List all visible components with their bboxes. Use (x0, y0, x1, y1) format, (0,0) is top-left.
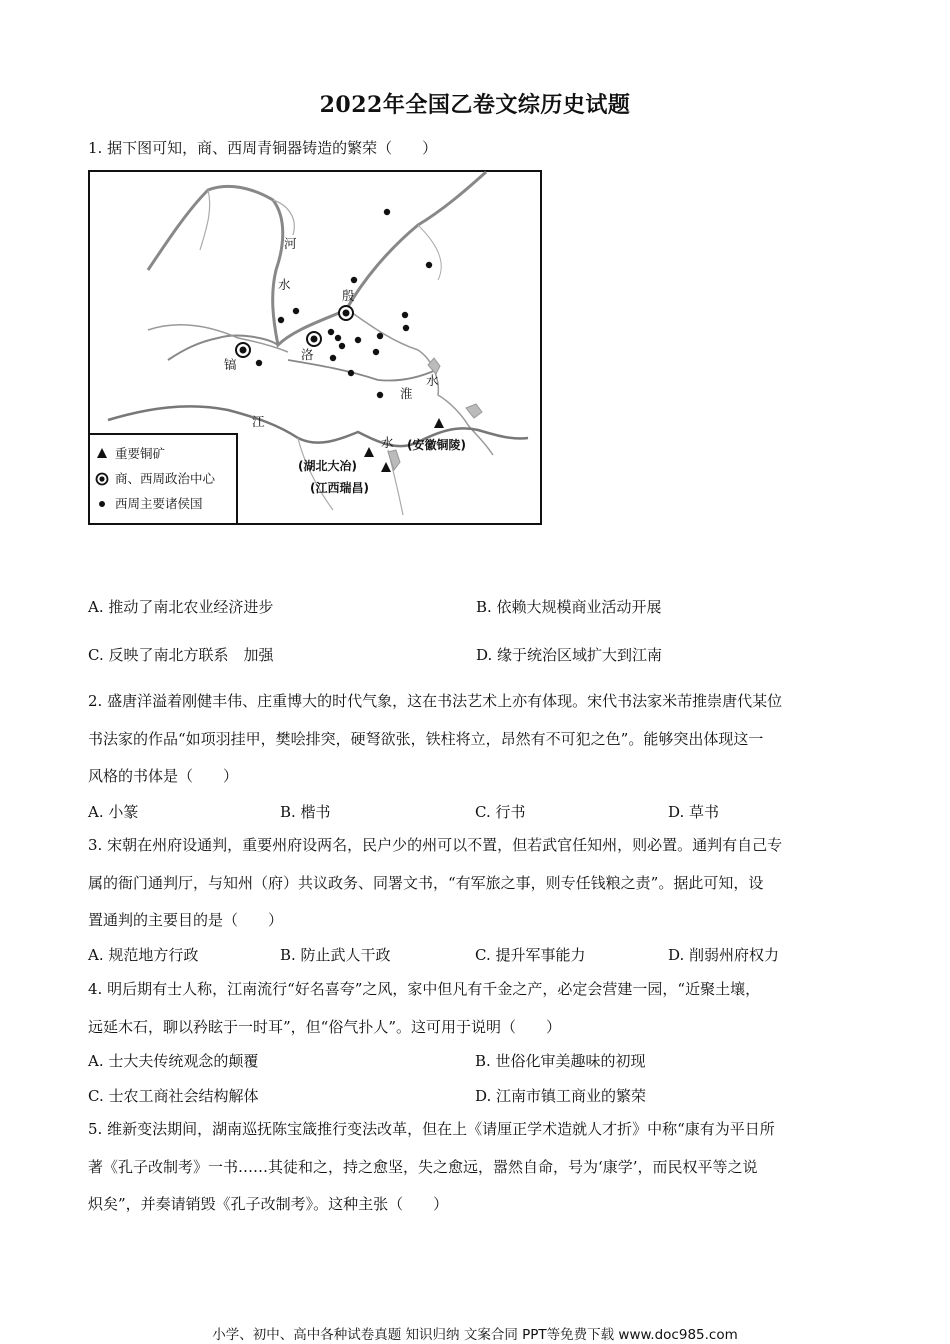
q3-option-d: D. 削弱州府权力 (668, 946, 780, 964)
q2-option-d: D. 草书 (668, 803, 720, 821)
q3-line-1: 3. 宋朝在州府设通判，重要州府设两名，民户少的州可以不置，但若武官任知州，则必置。通判有自己专 (88, 836, 783, 854)
q5-line-2: 著《孔子改制考》一书……其徒和之，持之愈坚，失之愈远，嚣然自命，号为‘康学’，而民权平等之说 (88, 1158, 758, 1176)
q3-option-a: A. 规范地方行政 (88, 946, 199, 964)
q4-line-1: 4. 明后期有士人称，江南流行“好名喜夸”之风，家中但凡有千金之产，必定会营建一园，“近聚土壤， (88, 980, 761, 998)
dot-icon (99, 501, 105, 507)
q1-stem: 1. 据下图可知，商、西周青铜器铸造的繁荣（ ） (88, 139, 438, 157)
label-shui-1: 水 (278, 277, 291, 292)
bullseye-marker-yin (339, 306, 353, 320)
q4-option-a: A. 士大夫传统观念的颠覆 (88, 1052, 259, 1070)
bullseye-icon (97, 474, 108, 485)
label-hao: 镐 (224, 357, 237, 372)
q1-option-d: D. 缘于统治区域扩大到江南 (476, 646, 663, 664)
q2-option-a: A. 小篆 (88, 803, 139, 821)
label-he: 河 (284, 236, 297, 251)
bronze-map (88, 170, 542, 525)
bullseye-marker-hao (236, 343, 250, 357)
q3-line-2: 属的衙门通判厅，与知州（府）共议政务、同署文书，“有军旅之事，则专任钱粮之责”。据此可知，设 (88, 874, 764, 892)
legend-label-vassal: 西周主要诸侯国 (115, 496, 203, 511)
page-footer: 小学、初中、高中各种试卷真题 知识归纳 文案合同 PPT等免费下载 www.doc985.com (212, 1327, 738, 1343)
map-legend (89, 434, 237, 524)
label-shui-2: 水 (426, 373, 439, 388)
q1-option-b: B. 依赖大规模商业活动开展 (476, 598, 662, 616)
legend-label-mine: 重要铜矿 (115, 446, 166, 461)
q4-option-c: C. 士农工商社会结构解体 (88, 1087, 259, 1105)
q2-option-c: C. 行书 (475, 803, 526, 821)
label-jiangxi: (江西瑞昌) (310, 481, 369, 495)
q5-line-3: 炽矣”，并奏请销毁《孔子改制考》。这种主张（ ） (88, 1195, 449, 1213)
q3-option-c: C. 提升军事能力 (475, 946, 586, 964)
label-luo: 洛 (301, 347, 314, 362)
label-jiang: 江 (252, 414, 265, 429)
q4-line-2: 远延木石，聊以矜眩于一时耳”，但“俗气扑人”。这可用于说明（ ） (88, 1018, 562, 1036)
q2-line-3: 风格的书体是（ ） (88, 767, 239, 785)
bullseye-marker-luo (307, 332, 321, 346)
q4-option-b: B. 世俗化审美趣味的初现 (475, 1052, 646, 1070)
q5-line-1: 5. 维新变法期间，湖南巡抚陈宝箴推行变法改革，但在上《请厘正学术造就人才折》中称“康有为平日所 (88, 1120, 775, 1138)
label-hubei: (湖北大冶) (298, 459, 357, 473)
legend-label-center: 商、西周政治中心 (115, 471, 216, 486)
label-anhui: (安徽铜陵) (407, 438, 466, 452)
page-title: 2022年全国乙卷文综历史试题 (319, 92, 631, 118)
q4-option-d: D. 江南市镇工商业的繁荣 (475, 1087, 647, 1105)
q3-line-3: 置通判的主要目的是（ ） (88, 911, 284, 929)
label-yin: 殷 (342, 288, 355, 303)
label-huai: 淮 (400, 386, 413, 401)
label-shui-3: 水 (381, 435, 394, 450)
q2-line-2: 书法家的作品“如项羽挂甲，樊哙排突，硬弩欲张，铁柱将立，昂然有不可犯之色”。能够突出体现这一 (88, 730, 764, 748)
q2-line-1: 2. 盛唐洋溢着刚健丰伟、庄重博大的时代气象，这在书法艺术上亦有体现。宋代书法家米芾推崇唐代某位 (88, 692, 783, 710)
q3-option-b: B. 防止武人干政 (280, 946, 391, 964)
q2-option-b: B. 楷书 (280, 803, 331, 821)
q1-option-a: A. 推动了南北农业经济进步 (88, 598, 274, 616)
q1-option-c: C. 反映了南北方联系 加强 (88, 646, 274, 664)
